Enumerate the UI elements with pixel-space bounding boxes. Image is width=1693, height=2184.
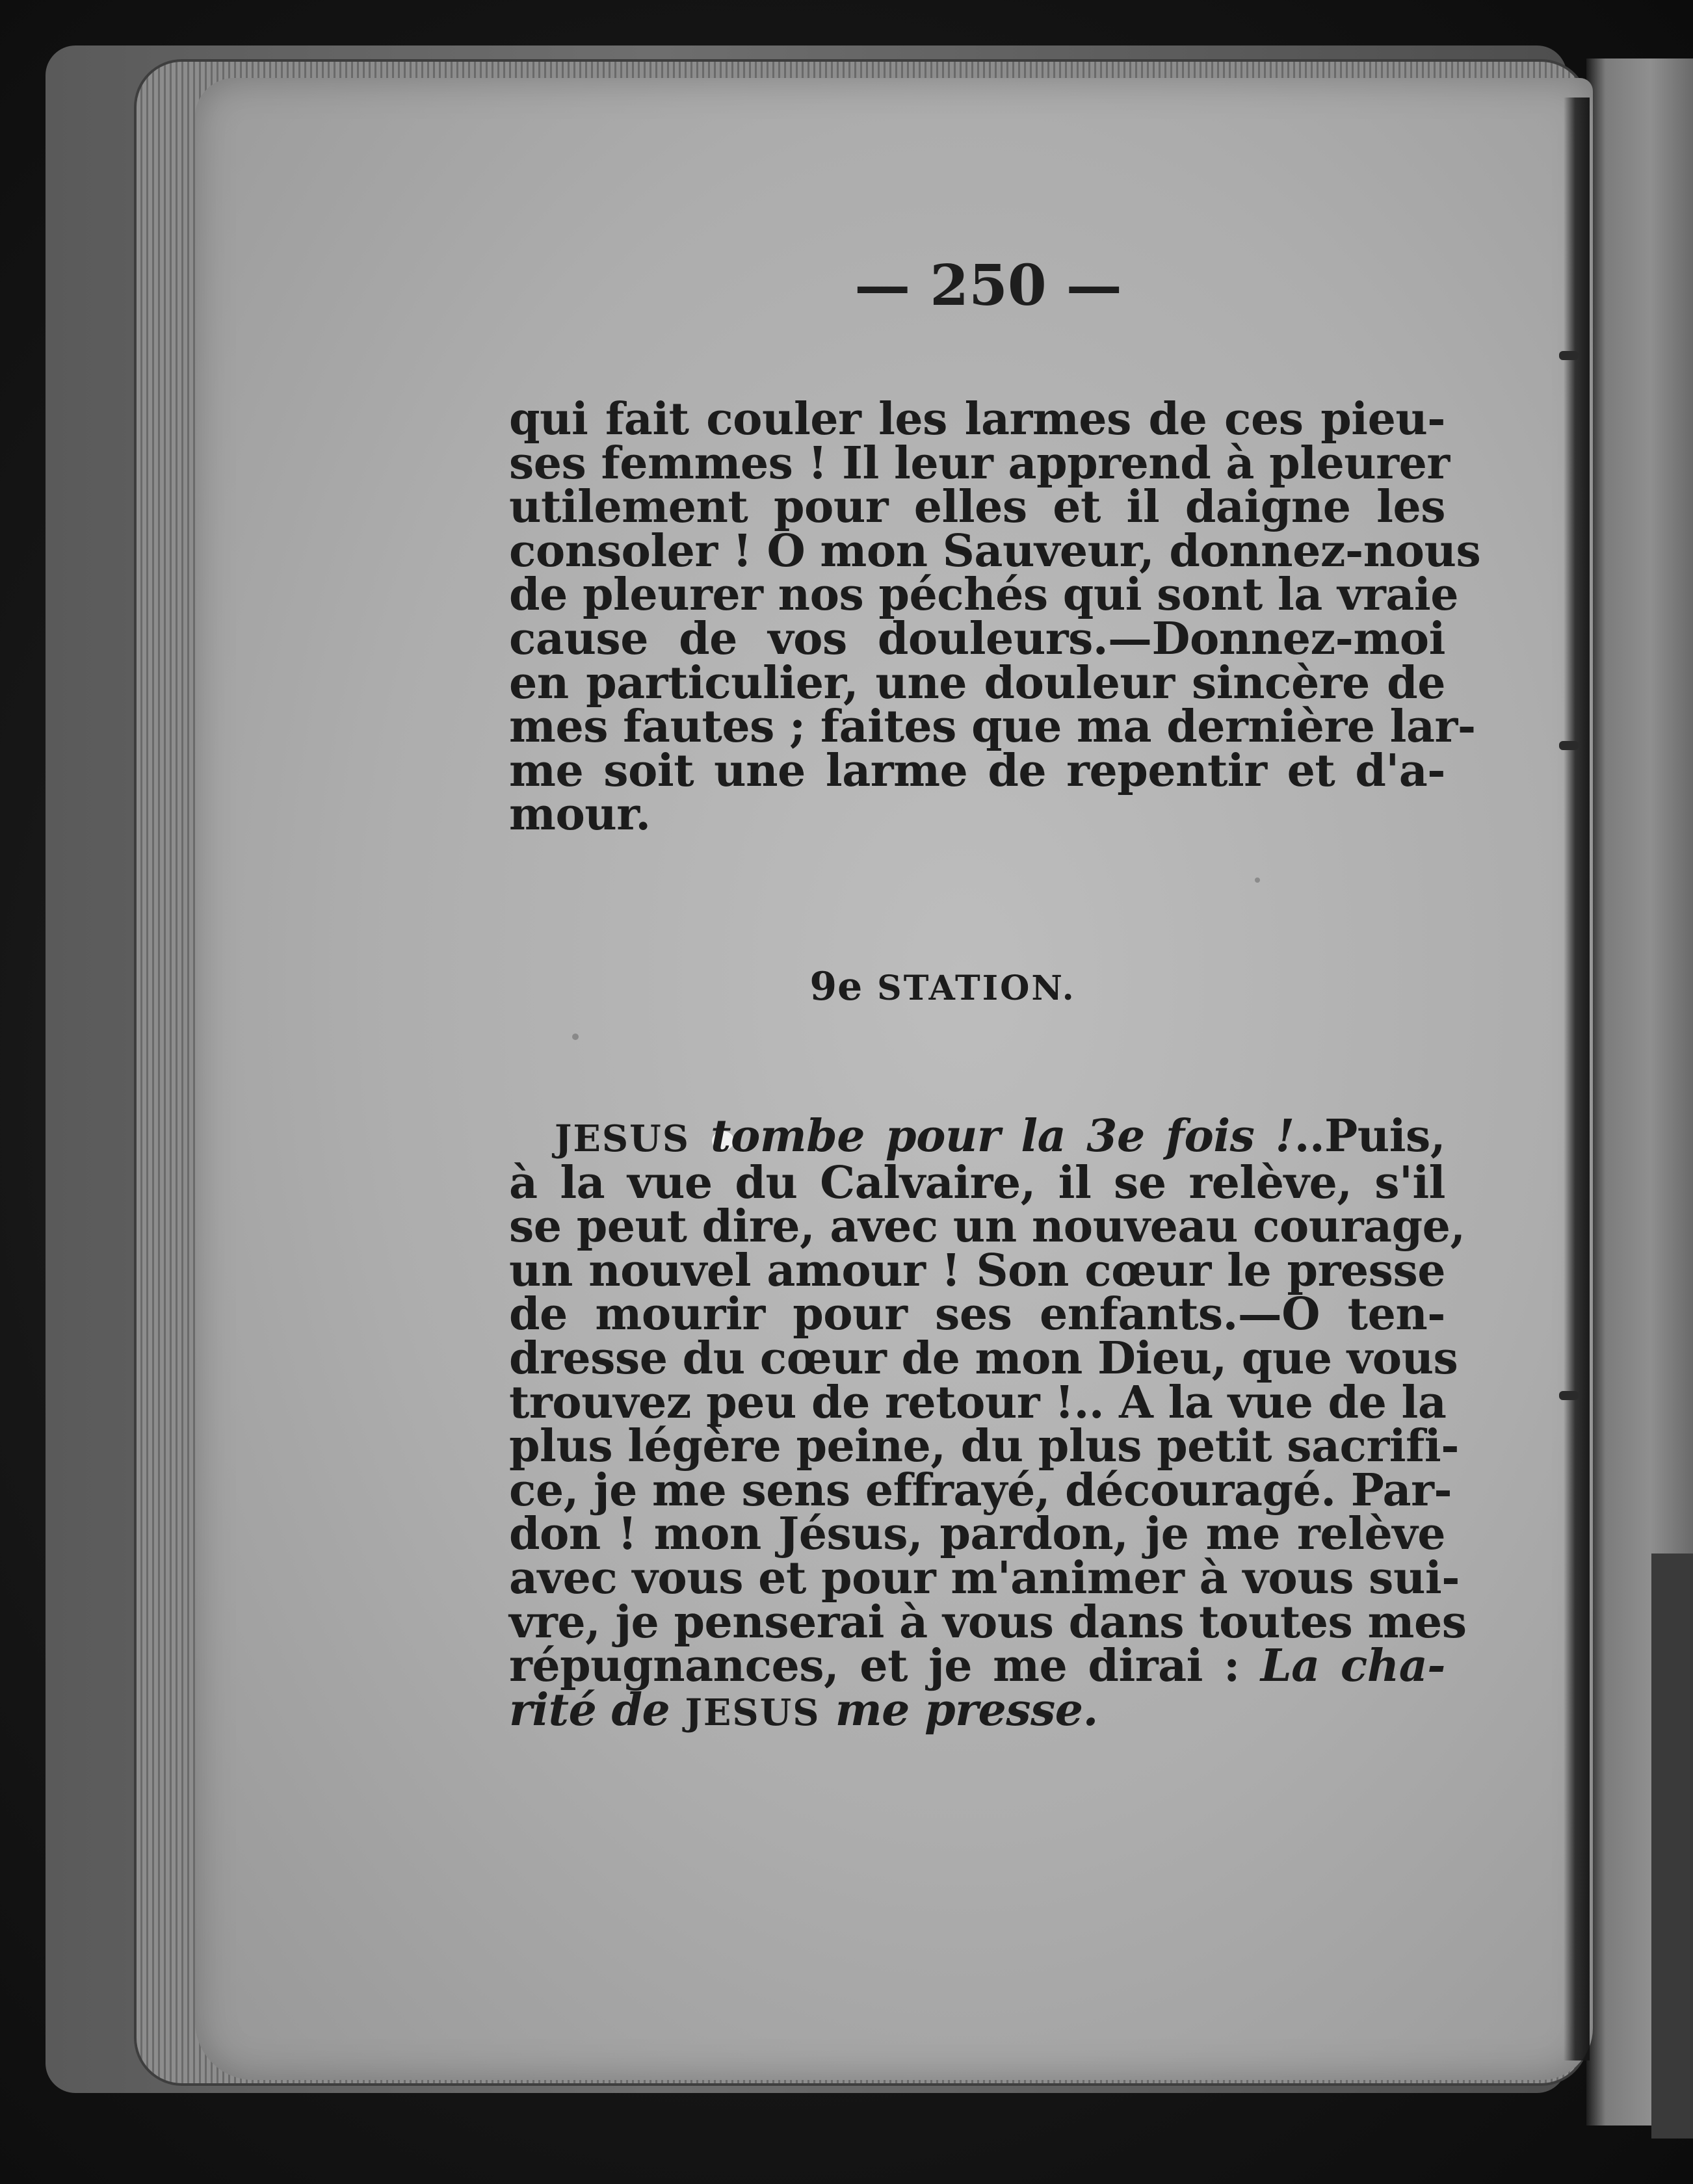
text-line: mes fautes ; faites que ma dernière lar-	[509, 701, 1476, 753]
italic-phrase: rité de	[509, 1684, 670, 1736]
text-line: en particulier, une douleur sincère de	[509, 656, 1445, 709]
text-line: trouvez peu de retour !.. A la vue de la	[509, 1376, 1447, 1429]
station-label: STATION.	[877, 968, 1076, 1008]
text-line: me soit une larme de repentir et d'a-	[509, 744, 1445, 797]
text-line: se peut dire, avec un nouveau courage,	[509, 1201, 1465, 1253]
paragraph-1	[509, 393, 1481, 841]
book-page	[195, 78, 1593, 2080]
opposite-page	[1586, 58, 1693, 2126]
text-line: ses femmes ! Il leur apprend à pleurer	[509, 437, 1450, 489]
text-line: de pleurer nos péchés qui sont la vraie	[509, 569, 1458, 621]
text-line: consoler ! O mon Sauveur, donnez-nous	[509, 525, 1481, 577]
binding-stitch	[1559, 1391, 1579, 1400]
text-fragment: répugnances, et je me dirai :	[509, 1640, 1240, 1693]
jesus-name: JESUS	[685, 1691, 820, 1734]
italic-phrase: tombe pour la 3e fois !	[711, 1110, 1294, 1162]
text-line: à la vue du Calvaire, il se relève, s'il	[509, 1156, 1445, 1209]
jesus-name: JESUS	[555, 1118, 690, 1160]
text-line: qui fait couler les larmes de ces pieu-	[509, 393, 1445, 445]
text-line: utilement pour elles et il daigne les	[509, 481, 1445, 534]
italic-phrase: La cha-	[1260, 1640, 1445, 1693]
text-line: don ! mon Jésus, pardon, je me relève	[509, 1508, 1445, 1561]
binding-stitch	[1559, 741, 1579, 750]
text-line: plus légère peine, du plus petit sacrifi-	[509, 1420, 1459, 1473]
paragraph-2	[509, 1110, 1467, 1736]
text-line: un nouvel amour ! Son cœur le presse	[509, 1244, 1445, 1297]
text-line: vre, je penserai à vous dans toutes mes	[509, 1596, 1467, 1648]
text-line: ce, je me sens effrayé, découragé. Par-	[509, 1464, 1452, 1516]
text-line: avec vous et pour m'animer à vous sui-	[509, 1552, 1460, 1604]
text-line: de mourir pour ses enfants.—O ten-	[509, 1288, 1445, 1341]
text-line-first	[509, 1110, 1445, 1162]
text-line: dresse du cœur de mon Dieu, que vous	[509, 1332, 1458, 1384]
text-line: mour.	[509, 788, 651, 841]
station-heading	[650, 964, 1235, 1011]
text-line-penultimate	[509, 1640, 1445, 1693]
italic-phrase: me presse.	[835, 1684, 1098, 1736]
text-line: cause de vos douleurs.—Donnez-moi	[509, 612, 1445, 665]
binding-gutter	[1564, 98, 1590, 2060]
binding-stitch	[1559, 351, 1579, 360]
page-number: — 250 —	[854, 253, 1122, 318]
text-fragment: ..Puis,	[1294, 1110, 1445, 1162]
paper-speck	[572, 1034, 579, 1040]
station-number: 9e	[809, 964, 863, 1009]
paper-speck	[1255, 878, 1260, 883]
text-line-final	[509, 1684, 1445, 1736]
